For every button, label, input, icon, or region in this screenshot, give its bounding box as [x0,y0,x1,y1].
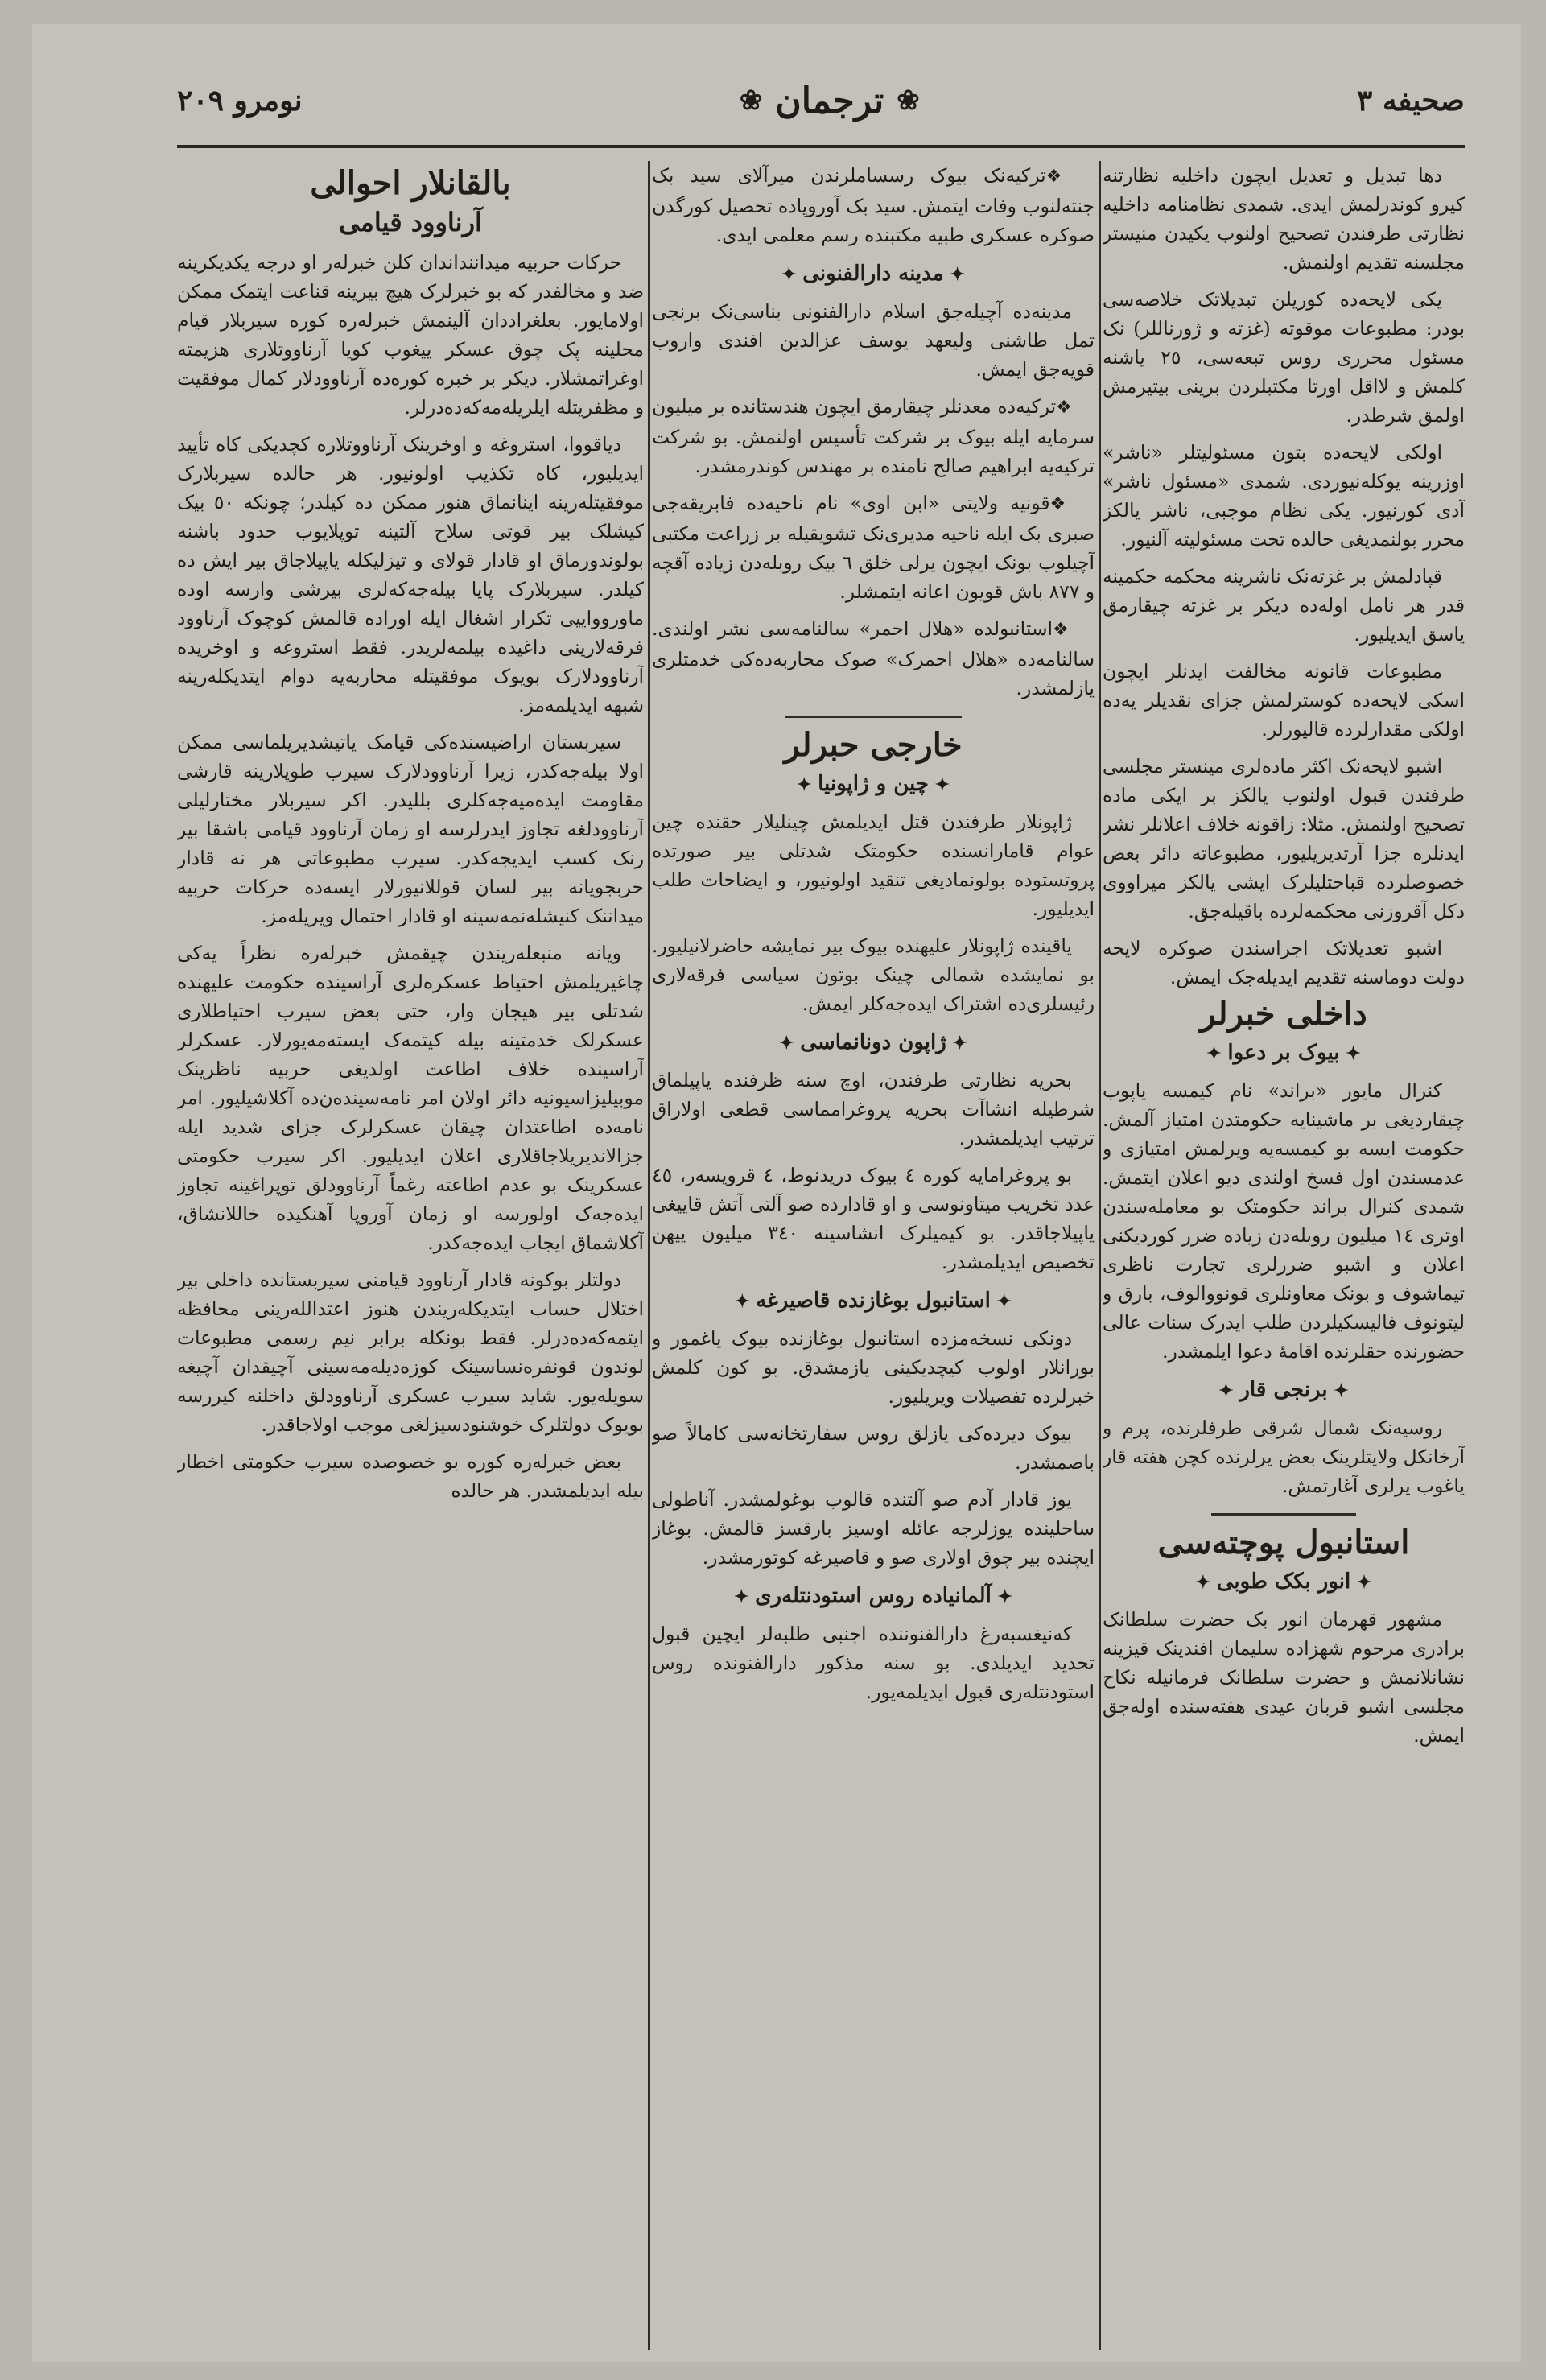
section-heading-domestic: داخلی خبرلر [1200,995,1367,1033]
ornament-icon: ❀ [739,85,763,117]
column-middle [652,161,1095,2350]
masthead [177,56,1465,148]
article-paragraph: بحریه نظارتی طرفندن، اوچ سنه ظرفنده یاپیلماق شرطیله انشاآت بحریه پروغرامماسی قطعی اولاراق ترتیب ایدیلمشدر. [652,1069,1095,1149]
news-item: ❖ ترکیه‌ده معدنلر چیقارمق ایچون هندستانده بر میلیون سرمایه ایله بیوک بر شرکت تأسیس اولنمش. بو شرکت ترکیه‌یه ابراهیم صالح نامنده بر مهندس کوندرمشدر. [652,392,1095,481]
article-paragraph: مطبوعات قانونه مخالفت ایدنلر ایچون اسکی لایحه‌ده کوسترلمش جزای نقدیلر یه‌ده اولکی مقدارلرده قالیورلر. [1103,660,1465,740]
subheading: ✦ آلمانیاده روس استودنتله‌ری ✦ [652,1582,1095,1611]
article-paragraph: قپادلمش بر غزته‌نک ناشرینه محکمه حکمینه قدر هر نامل اوله‌ده دیکر بر غزته چیقارمق یاسق ایدیلیور. [1103,565,1465,646]
article-paragraph: اولکی لایحه‌ده بتون مسئولیتلر «ناشر» اوزرینه یوکله‌نیوردی. شمدی «مسئول ناشر» آدی کورنیور. یکی نظام موجبی، ناشر یالکز محرر بولنمدیغی حالده تحت مسئولیته آلنیور. [1103,441,1465,551]
article-paragraph: مدینه‌ده آچیله‌جق اسلام دارالفنونی بناسی‌نک برنجی تمل طاشنی ولیعهد یوسف عزالدین افندی واروب قویه‌جق ایمش. [652,300,1095,381]
news-item: ❖ ترکیه‌نک بیوک رسساملرندن میرآلای سید بک جنته‌لنوب وفات ایتمش. سید بک آوروپاده تحصیل کورگدن صوکره عسکری طبیه مکتبنده رسم معلمی ایدی. [652,161,1095,250]
newspaper-title [740,80,920,122]
section-heading-istanbul: استانبول پوچته‌سی [1157,1524,1410,1561]
article-paragraph: اشبو تعدیلاتک اجراسندن صوکره لایحه دولت دوماسنه تقدیم ایدیله‌جک ایمش. [1103,937,1465,988]
subheading: ✦ بیوک بر دعوا ✦ [1103,1038,1465,1068]
article-paragraph: دولتلر بوکونه قادار آرناوود قیامنی سیربستانده داخلی بیر اختلال حساب ایتدیکله‌ریندن هنوز اعتدالله‌رینی محافظه ایتمه‌که‌ده‌درلر. فقط بونکله برابر نیم رسمی مطبوعات لوندون قونفره‌نساسینک کوزه‌دیله‌مه‌سینی آچیقدان آچیغه سویله‌یور. شاید سیرب عسکری آرناوودلق داخلنه کیررسه بویوک دولتلرک خوشنودسیزلغی موجب اولاجاقدر. [177,1268,644,1436]
column-left [177,161,644,2350]
section-heading-foreign: خارجی حبرلر [784,726,963,764]
news-item: ❖ استانبولده «هلال احمر» سالنامه‌سی نشر اولندی. سالنامه‌ده «هلال احمرک» صوک محاربه‌ده‌کی خدمتلری یازلمشدر. [652,614,1095,703]
section-heading-balkans: بالقانلار احوالی [310,164,511,202]
column-right [1103,161,1465,2350]
article-paragraph: یکی لایحه‌ده کوریلن تبدیلاتک خلاصه‌سی بودر: مطبوعات موقوته (غزته و ژورناللر) نک مسئول محرری روس تبعه‌سی، ٢٥ یاشنه کلمش و لااقل اورتا مکتبلردن برینی بیتیرمش اولمق شرطدر. [1103,288,1465,427]
article-paragraph: کنرال مایور «براند» نام کیمسه یاپوب چیقاردیغی بر ماشینایه حکومتدن امتیاز آلمش. حکومت ایسه بو کیمسه‌یه ویرلمش امتیازی و عدمسندن اول فسخ اولندی دیو اعلان ایتمش. شمدی کنرال براند حکومتک بو معامله‌سندن اوتری ١٤ میلیون روبله‌دن زیاده ضرر کوردیکنی اعلان و اشبو ضررلری تجارت ناظری تیماشوف و بونک معاونلری قونووالوف، بارق و لیتونوف فالیسکیلردن طلب ایدرک سنات عالی حضورنده حقلرنده اقامهٔ دعوا ایلمشدر. [1103,1079,1465,1363]
newspaper-name: ترجمان [775,80,884,122]
article-paragraph: دها تبدیل و تعدیل ایچون داخلیه نظارتنه کیرو کوندرلمش ایدی. شمدی نظامنامه داخلیه نظارتی طرفندن تصحیح اولنوب یکیدن منیستر مجلسنه تقدیم اولنمش. [1103,164,1465,274]
subheading: ✦ انور بکک طوبی ✦ [1103,1567,1465,1597]
article-paragraph: مشهور قهرمان انور بک حضرت سلطانک برادری مرحوم شهزاده سلیمان افندینک قیزینه نشانلانمش و حضرت سلطانک فرمانیله نکاح مجلسی اشبو قربان عیدی هفته‌سنده اوله‌جق ایمش. [1103,1608,1465,1747]
article-paragraph: روسیه‌نک شمال شرقی طرفلرنده، پرم و آرخانکل ولایتلرینک بعض یرلرنده کچن هفته قار یاغوب یرلری آغارتمش. [1103,1417,1465,1497]
article-paragraph: بیوک دیرده‌کی یازلق روس سفارتخانه‌سی کامالاً صو باصمشدر. [652,1422,1095,1474]
subheading: ✦ استانبول بوغازنده قاصیرغه ✦ [652,1286,1095,1316]
subheading: ✦ ژاپون دونانماسی ✦ [652,1028,1095,1058]
subheading: ✦ برنجی قار ✦ [1103,1376,1465,1405]
divider [785,716,962,718]
issue-number: نومرو ٢٠٩ [177,84,303,118]
newspaper-page [32,24,1521,2362]
article-paragraph: ژاپونلار طرفندن قتل ایدیلمش چینلیلار حقنده چین عوام قامارانسنده حکومتک شدتلی بیر صورتده پروتستوده بولونمادیغی تنقید اولونیور، و ایضاحات طلب ایدیلیور. [652,811,1095,920]
article-paragraph: اشبو لایحه‌نک اکثر ماده‌لری مینستر مجلسی طرفندن قبول اولنوب یالکز بر ایکی ماده تصحیح اولنمش. مثلا: زاقونه خلاف اعلانلر نشر ایدنلره جزا آرتدیریلیور، مطبوعاته دائر بعض خصوصلرده قباحتلیلرک ایشی یالکز میراووی دکل آقروزنی محکمه‌لرده باقیله‌جق. [1103,755,1465,922]
column-rule [648,161,650,2350]
article-paragraph: دیاقووا، استروغه و اوخرینک آرناووتلاره کچدیکی کاه تأیید ایدیلیور، کاه تکذیب اولونیور. هر حالده سیربلارک موفقیتله‌رینه اینانماق هنوز ممکن ده کیلدر؛ چونکه ٥٠ بیک کیشلک بیر قوتی سلاح آلتینه توپلایوب حدود باشنه بولوندورماق او قادار قولای و تیزلیکله یاپیلاجاق بیر ایش ده کیلدر. سیربلارک پایا بیله‌جه‌که‌لری بیرشی وارسه اوده ماوروواییی تکرار اشغال ایله اوراده قالمش کوچوک آرناوود فرقه‌لارینی داغیده بیلمه‌لریدر. فقط استروغه و اوخریده آرناوودلارک بویوک موفقیتله محاربه‌یه دوام ایتدیکله‌رینه شبهه ایدیلمه‌مز. [177,433,644,716]
article-paragraph: سیربستان اراضیسنده‌کی قیامک یاتیشدیریلماسی ممکن اولا بیله‌جه‌کدر، زیرا آرناوودلارک سیرب طوپلارینه قارشی مقاومت ایده‌میه‌جه‌کلری بللیدر. اکر سیربلار مختارلیلی آرناوودلغه تجاوز ایدرلرسه او زمان آرناوود قیامی باشقا بیر رنک کسب ایدیجه‌کدر. سیرب مطبوعاتی هر نه قادار حربجویانه بیر لسان قوللانیورلار ایسه‌ده حرکات حربیه میداننک کنیشله‌نمه‌سینه او قادار احتمال ویریله‌مز. [177,731,644,927]
article-paragraph: بو پروغرامایه کوره ٤ بیوک دریدنوط، ٤ قرویسه‌ر، ٤٥ عدد تخریب میتاونوسی و او قادارده صو آلتی آتش قاییغی یاپیلاجاقدر. بو کیمیلرک انشاسینه ٣٤٠ میلیون ییهن تخصیص ایدیلمشدر. [652,1164,1095,1273]
article-paragraph: بعض خبرله‌ره کوره بو خصوصده سیرب حکومتی اخطار بیله ایدیلمشدر. هر حالده [177,1450,644,1502]
article-paragraph: که‌نیغسبه‌رغ دارالفنوننده اجنبی طلبه‌لر ایچین قبول تحدید ایدیلدی. بو سنه مذکور دارالفنونده روس استودنتله‌ری قبول ایدیلمه‌یور. [652,1623,1095,1703]
article-paragraph: یاقینده ژاپونلار علیهنده بیوک بیر نمایشه حاضرلانیلیور. بو نمایشده شمالی چینک بوتون سیاسی فرقه‌لاری رئیسلری‌ده اشتراک ایده‌جه‌کلر ایمش. [652,934,1095,1015]
subheading: ✦ مدینه دارالفنونی ✦ [652,259,1095,289]
article-paragraph: دونکی نسخه‌مزده استانبول بوغازنده بیوک یاغمور و بورانلار اولوب کیچدیکینی یازمشدق. بو کون کلمش خبرلرده تفصیلات ویریلیور. [652,1327,1095,1408]
ornament-icon: ❀ [897,85,920,117]
page-number: صحيفه ٣ [1356,84,1465,118]
article-paragraph: یوز قادار آدم صو آلتنده قالوب بوغولمشدر. آناطولی ساحلینده یوزلرجه عائله اوسیز بارقسز قالمش. بوغاز ایچنده بیر چوق اولاری صو و قاصیرغه کوتورمشدر. [652,1488,1095,1569]
article-paragraph: حرکات حربیه میداننداندان کلن خبرله‌ر او درجه یکدیکرینه ضد و مخالفدر که بو خبرلرک هیچ بیرینه قناعت ایتمک ممکن اولامایور. بعلغراددان آلینمش خبرله‌ره کوره سیربلار قیام محلینه پک چوق عسکر ییغوب کویا آرناووتلاری هزیمته اوغراتمشلار. دیکر بر خبره کوره‌ده آرناوودلار کمال موفقیت و مظفریتله ایلریله‌مه‌که‌ده‌درلر. [177,251,644,419]
section-subtitle: آرناوود قیامی [339,207,482,237]
news-item: ❖ قونیه ولایتی «ابن اوی» نام ناحیه‌ده فابریقه‌جی صبری بک ایله ناحیه مدیری‌نک تشویقیله بر زراعت مکتبی آچیلوب بونک ایچون یرلی خلق ٦ بیک روبله‌دن زیاده آقچه و ٨٧٧ باش قویون اعانه ایتمشلر. [652,489,1095,606]
column-rule [1099,161,1101,2350]
divider [1211,1513,1356,1516]
article-paragraph: ویانه منبعله‌ریندن چیقمش خبرله‌ره نظراً یه‌کی چاغیریلمش احتیاط عسکره‌لری آراسینده حکومت علیهنده شدتلی بیر هیجان وار، حتی بعض سیرب احتیاطلاری عسکرلک خدمتینه بیله کیتمه‌ک ایسته‌مه‌یورلار. عسکرلر آراسینده خلاف اطاعت اولدیغی حربیه ناظرینک موبیلیزاسیونیه دائر اولان امر نامه‌سینده‌ن‌ده آکلاشیلیور. امر نامه‌ده اطاعتدان چیقان عسکرلرک جزای شدید ایله جزالاندیریلاجاقلاری اعلان ایدیلیور. اکر سیرب حکومتی عسکرینک بو عدم اطاعته رغماً آرناوودلق توپراغینه تجاوز ایده‌جه‌ک اولورسه او زمان آوروپا آهنکیده خاللانشاق، آکلاشماق ایجاب ایده‌جه‌کدر. [177,942,644,1254]
subheading: ✦ چین و ژاپونیا ✦ [652,769,1095,799]
